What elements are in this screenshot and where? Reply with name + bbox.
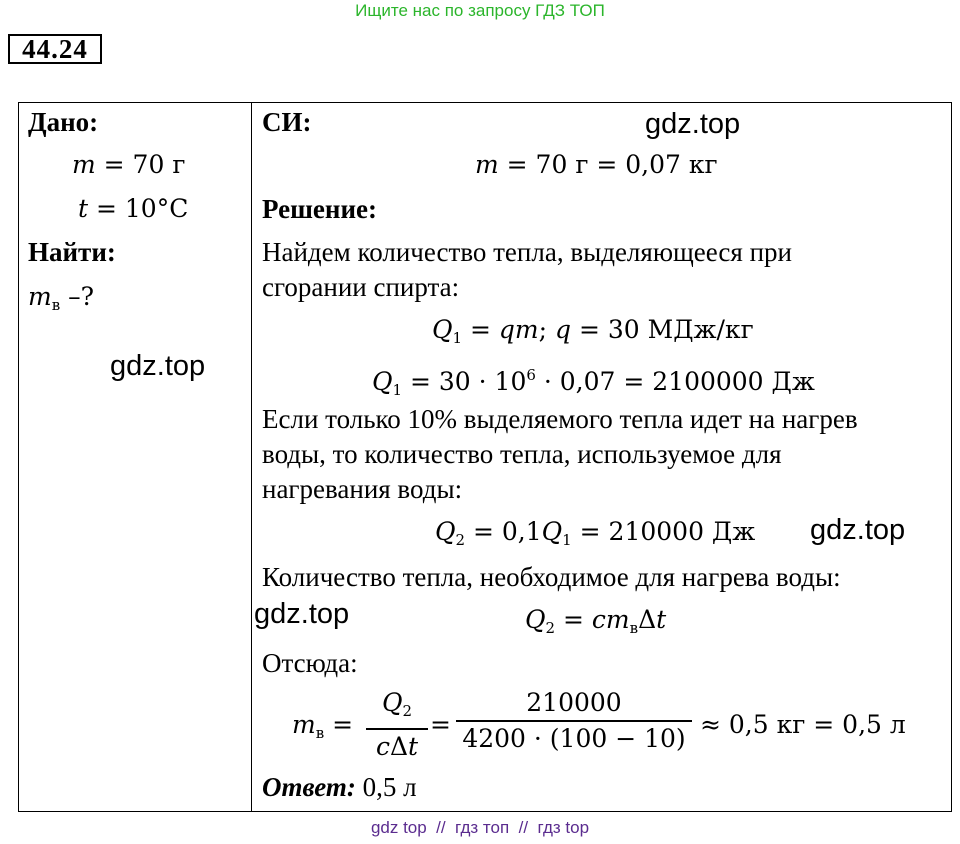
equation-heat-formula: $Q_1$ = qm; q = 30 МДж/кг bbox=[432, 315, 754, 347]
watermark: gdz.top bbox=[110, 350, 206, 382]
equation-water-heat: $Q_2 = cm_в\Delta t$ bbox=[525, 605, 667, 637]
watermark: gdz.top bbox=[645, 108, 741, 140]
equation-useful-heat: $Q_2 = 0,1Q_1 = 210000$ Дж bbox=[435, 517, 756, 549]
paragraph-4-label: Отсюда: bbox=[262, 648, 358, 678]
equation-result-value: ≈ 0,5 кг = 0,5 л bbox=[700, 710, 906, 739]
paragraph-2-line-2: воды, то количество тепла, используемое для bbox=[262, 439, 782, 469]
top-banner: Ищите нас по запросу ГДЗ ТОП bbox=[355, 1, 605, 20]
given-temperature: t = 10°C bbox=[78, 194, 189, 223]
paragraph-3-line-1: Количество тепла, необходимое для нагрева воды: bbox=[262, 562, 841, 592]
equals-sign: = bbox=[430, 710, 451, 739]
equation-heat-value: $Q_1 = 30 \cdot 10^6 \cdot 0,07 = 2100000$ Дж bbox=[372, 366, 815, 399]
fraction-q2-over-cdt: $Q_2$ cΔt bbox=[366, 688, 428, 762]
problem-number: 44.24 bbox=[8, 34, 102, 64]
solution-label: Решение: bbox=[262, 194, 377, 224]
footer-links: gdz top // гдз топ // гдз top bbox=[370, 818, 590, 837]
paragraph-1-line-2: сгорании спирта: bbox=[262, 272, 460, 302]
fraction-numeric: 210000 4200 · (100 − 10) bbox=[456, 688, 692, 754]
column-divider bbox=[251, 102, 252, 812]
watermark: gdz.top bbox=[254, 598, 350, 630]
si-label: СИ: bbox=[262, 107, 312, 137]
si-conversion: m = 70 г = 0,07 кг bbox=[475, 150, 718, 179]
find-mass-water: $m_в$ –? bbox=[28, 282, 95, 314]
equation-result-lhs: $m_в$ = bbox=[292, 710, 354, 742]
watermark: gdz.top bbox=[810, 514, 906, 546]
given-label: Дано: bbox=[28, 107, 99, 137]
find-label: Найти: bbox=[28, 237, 116, 267]
paragraph-2-line-3: нагревания воды: bbox=[262, 474, 463, 504]
paragraph-1-line-1: Найдем количество тепла, выделяющееся при bbox=[262, 237, 792, 267]
given-mass: m = 70 г bbox=[72, 150, 186, 179]
paragraph-2-line-1: Если только 10% выделяемого тепла идет на нагрев bbox=[262, 404, 858, 434]
answer: Ответ: 0,5 л bbox=[262, 772, 417, 802]
